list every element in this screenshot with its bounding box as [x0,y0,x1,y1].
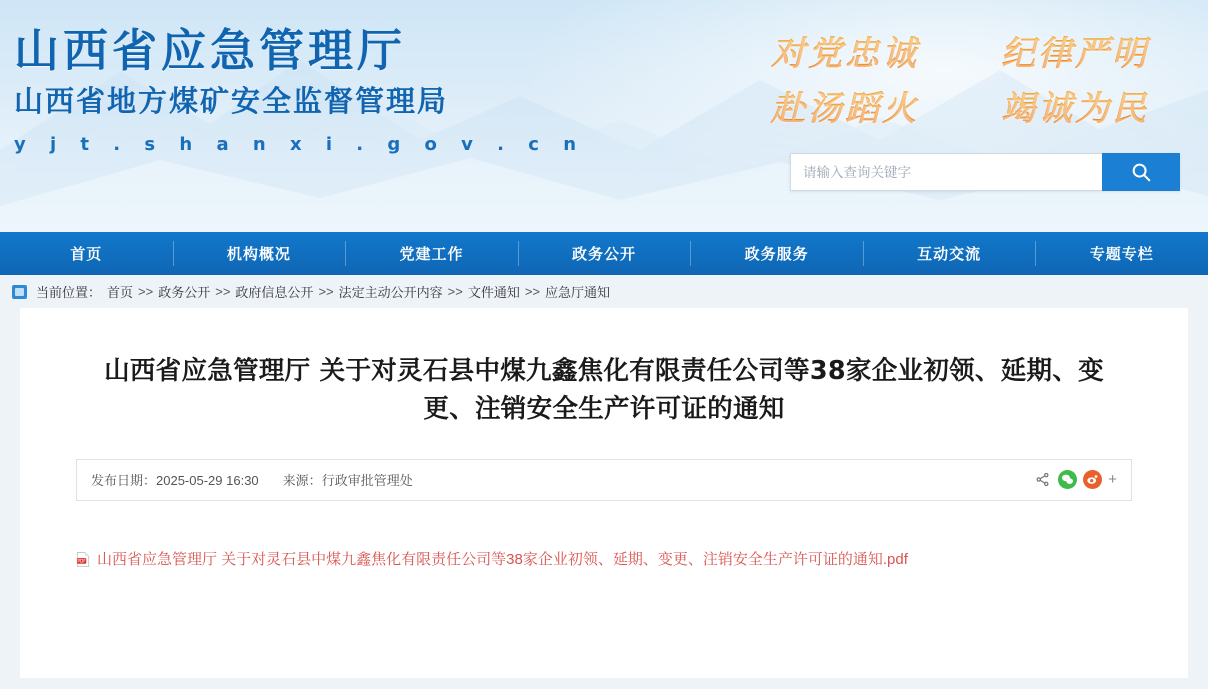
pdf-glyph-icon [76,552,90,567]
pdf-file-icon [76,552,90,567]
slogan-block [740,26,1180,136]
breadcrumb-separator: >> [447,284,463,299]
main-navigation[interactable] [0,232,1208,275]
share-nodes-icon [1035,472,1050,487]
article-meta-text [91,470,413,489]
breadcrumb-item-home[interactable]: 首页 [107,285,134,300]
share-more-button[interactable]: + [1108,471,1117,488]
org-domain: y j t . s h a n x i . g o v . c n [14,133,586,155]
page-bottom-spacer [0,678,1208,689]
location-icon [12,285,27,299]
publish-info [91,470,259,489]
slogan-1: 对党忠诚 [740,26,950,75]
share-icon[interactable] [1033,470,1052,489]
attachment-row[interactable] [76,549,1132,572]
nav-item-home[interactable]: 首页 [70,245,103,263]
slogan-3: 赴汤蹈火 [740,81,950,130]
breadcrumb [0,275,1208,308]
breadcrumb-separator: >> [138,284,154,299]
breadcrumb-separator: >> [215,284,231,299]
breadcrumb-separator: >> [318,284,334,299]
search-button[interactable] [1102,153,1180,191]
publish-date-label: 发布日期： [91,473,157,488]
breadcrumb-item-gov-open[interactable]: 政务公开 [158,285,211,300]
site-banner [0,0,1208,232]
wechat-glyph-icon [1061,473,1074,486]
search-box[interactable] [790,153,1180,191]
search-input[interactable] [790,153,1102,191]
nav-item-services[interactable]: 政务服务 [690,232,863,275]
share-group[interactable] [1033,470,1117,489]
org-title: 山西省应急管理厅 [14,24,407,77]
article-card [20,308,1188,678]
breadcrumb-label: 当前位置： [36,285,102,300]
slogan-2: 纪律严明 [970,26,1180,75]
site-identity [14,24,586,155]
source-label: 来源： [282,473,322,488]
nav-item-party[interactable]: 党建工作 [345,232,518,275]
nav-item-interact[interactable]: 互动交流 [863,232,1036,275]
breadcrumb-item-notices[interactable]: 应急厅通知 [545,285,611,300]
breadcrumb-item-gov-info[interactable]: 政府信息公开 [235,285,314,300]
slogan-4: 竭诚为民 [970,81,1180,130]
source-info [283,470,413,489]
nav-item-topics[interactable]: 专题专栏 [1035,232,1208,275]
nav-item-gov-open[interactable]: 政务公开 [518,232,691,275]
publish-date-value: 2025-05-29 16:30 [156,473,259,488]
breadcrumb-item-statutory[interactable]: 法定主动公开内容 [338,285,443,300]
nav-item-about[interactable]: 机构概况 [173,232,346,275]
breadcrumb-item-documents[interactable]: 文件通知 [467,285,520,300]
org-subtitle: 山西省地方煤矿安全监督管理局 [14,84,449,119]
weibo-icon[interactable] [1083,470,1102,489]
search-icon [1130,161,1152,183]
page-title: 山西省应急管理厅 关于对灵石县中煤九鑫焦化有限责任公司等38家企业初领、延期、变更、注销安全生产许可证的通知 [104,356,1104,425]
source-value: 行政审批管理处 [321,473,413,488]
wechat-icon[interactable] [1058,470,1077,489]
article-meta-bar [76,459,1132,501]
weibo-glyph-icon [1086,473,1099,486]
breadcrumb-separator: >> [524,284,541,299]
attachment-link[interactable]: 山西省应急管理厅 关于对灵石县中煤九鑫焦化有限责任公司等38家企业初领、延期、变更、注销安全生产许可证的通知.pdf [97,550,908,568]
svg-text:PDF: PDF [77,559,86,565]
